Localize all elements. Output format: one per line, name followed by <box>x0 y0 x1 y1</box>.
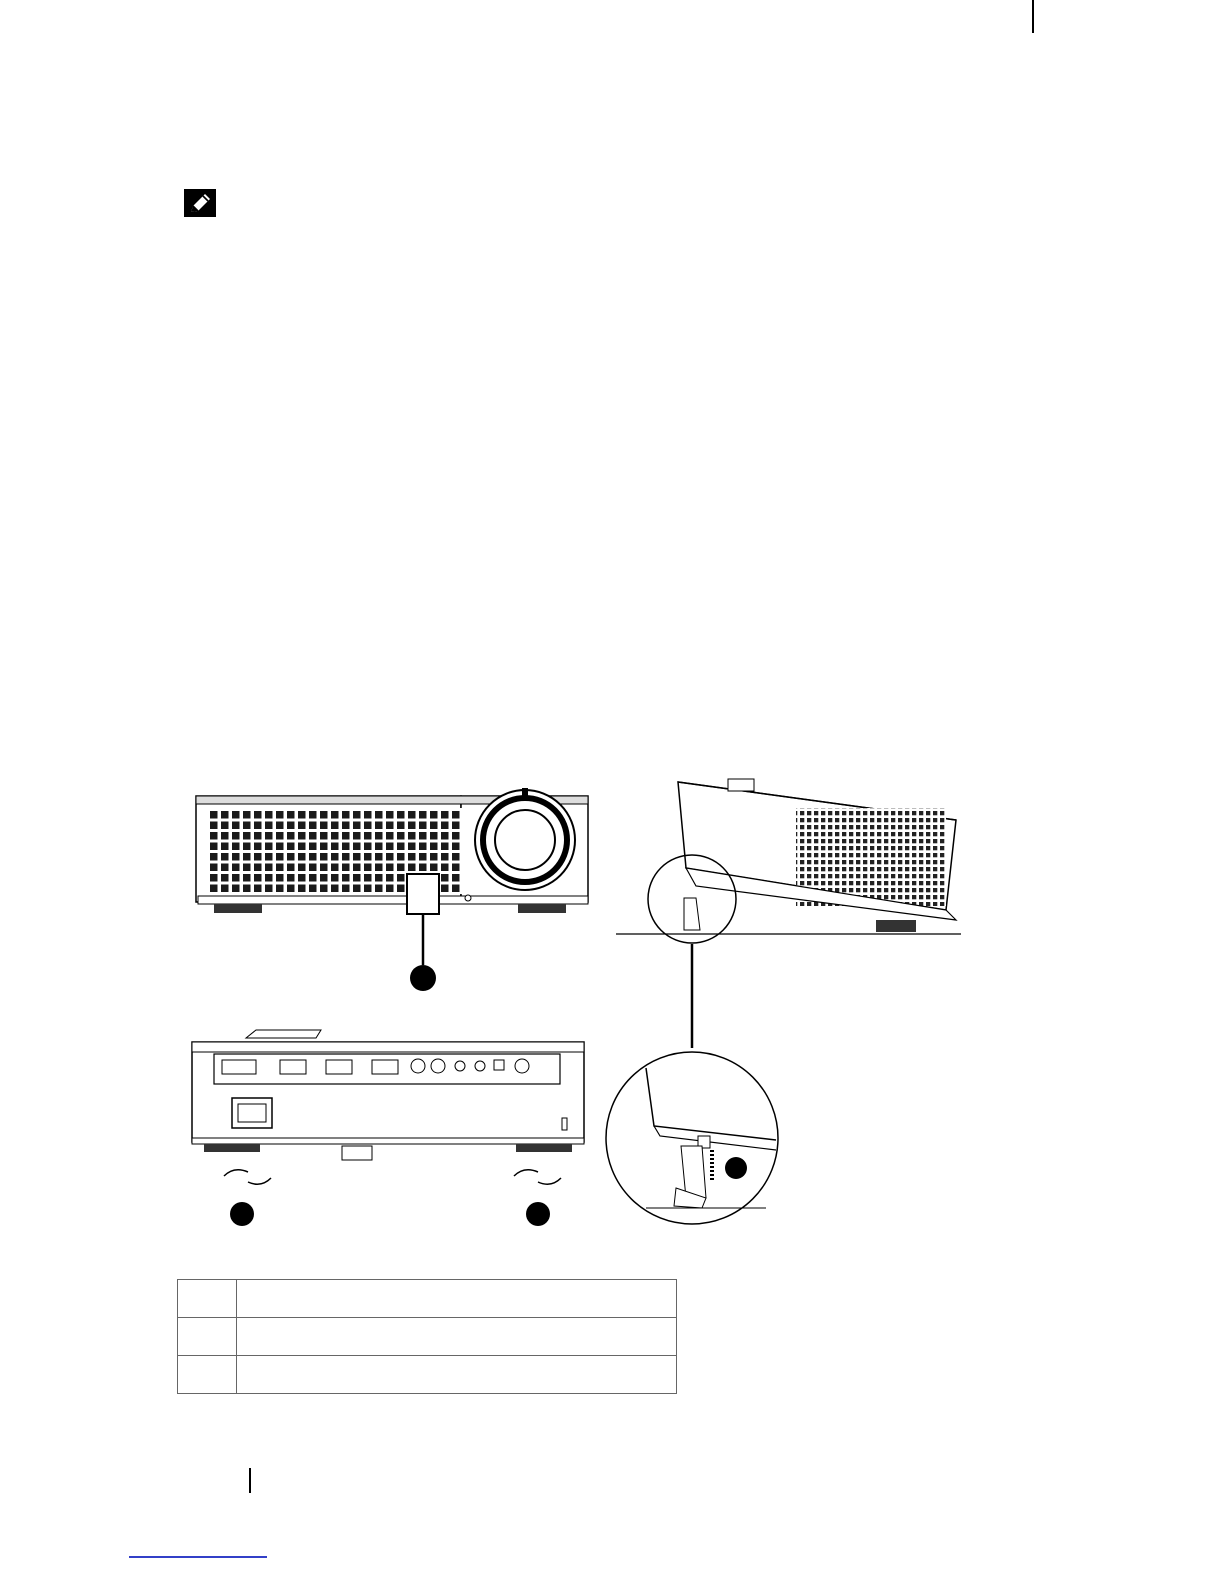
chapter-marker-rule <box>1032 0 1034 33</box>
projector-rear-view <box>192 1030 584 1226</box>
legend-description <box>237 1356 677 1394</box>
legend-number <box>178 1318 237 1356</box>
footer-link-underline[interactable] <box>129 1556 267 1558</box>
callout-legend-table <box>177 1279 677 1394</box>
legend-number <box>178 1280 237 1318</box>
note-pencil-icon <box>183 188 217 218</box>
callout-3 <box>725 1157 747 1179</box>
legend-number <box>178 1356 237 1394</box>
callout-2-left <box>230 1202 254 1226</box>
legend-description <box>237 1318 677 1356</box>
footer-separator <box>249 1468 251 1493</box>
table-row <box>178 1318 677 1356</box>
legend-description <box>237 1280 677 1318</box>
callout-1 <box>410 965 436 991</box>
projector-side-view <box>616 779 961 1048</box>
callout-2-right <box>526 1202 550 1226</box>
table-row <box>178 1356 677 1394</box>
table-row <box>178 1280 677 1318</box>
projector-front-view <box>196 788 588 991</box>
projector-height-adjustment-figure <box>176 768 976 1238</box>
elevator-foot-detail <box>606 1052 778 1224</box>
